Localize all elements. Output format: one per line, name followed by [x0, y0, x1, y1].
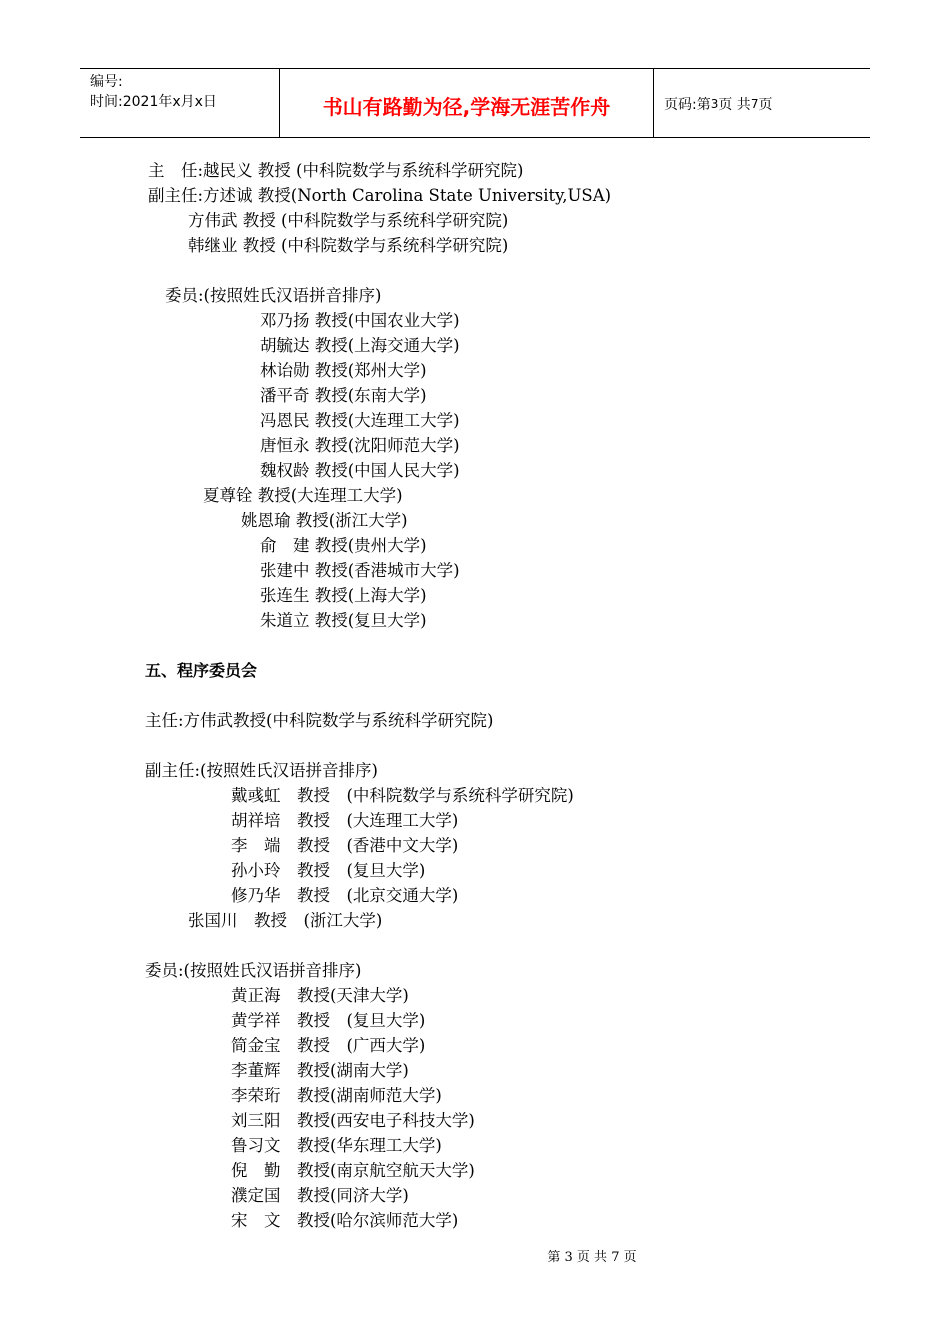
steering-member: 张建中 教授(香港城市大学)	[260, 561, 460, 580]
header-meta	[80, 69, 280, 137]
program-member: 简金宝 教授 (广西大学)	[231, 1036, 426, 1055]
page-suffix: 页	[758, 97, 773, 113]
steering-member: 唐恒永 教授(沈阳师范大学)	[260, 436, 460, 455]
steering-member: 胡毓达 教授(上海交通大学)	[260, 336, 460, 355]
steering-member: 冯恩民 教授(大连理工大学)	[260, 411, 460, 430]
steering-member: 潘平奇 教授(东南大学)	[260, 386, 427, 405]
program-vice-member: 孙小玲 教授 (复旦大学)	[231, 861, 426, 880]
steering-member: 朱道立 教授(复旦大学)	[260, 611, 427, 630]
footer-page-number: 第 3 页 共 7 页	[547, 1250, 637, 1265]
steering-member: 姚恩瑜 教授(浙江大学)	[241, 511, 408, 530]
program-member: 刘三阳 教授(西安电子科技大学)	[231, 1111, 475, 1130]
program-vice-label: 副主任:(按照姓氏汉语拼音排序)	[145, 761, 378, 780]
document-number-label: 编号:	[90, 74, 123, 90]
program-vice-member: 李 端 教授 (香港中文大学)	[231, 836, 459, 855]
page-footer	[0, 1246, 950, 1265]
steering-member: 魏权龄 教授(中国人民大学)	[260, 461, 460, 480]
steering-members-label: 委员:(按照姓氏汉语拼音排序)	[165, 286, 382, 305]
program-vice-member: 胡祥培 教授 (大连理工大学)	[231, 811, 459, 830]
steering-chair: 主 任:越民义 教授 (中科院数学与系统科学研究院)	[148, 161, 524, 180]
steering-vice-chair: 韩继业 教授 (中科院数学与系统科学研究院)	[188, 236, 509, 255]
page-total: 7	[750, 97, 759, 111]
program-members-label: 委员:(按照姓氏汉语拼音排序)	[145, 961, 362, 980]
page-mid: 页 共	[718, 97, 751, 113]
program-member: 倪 勤 教授(南京航空航天大学)	[231, 1161, 475, 1180]
program-chair: 主任:方伟武教授(中科院数学与系统科学研究院)	[145, 711, 494, 730]
program-member: 宋 文 教授(哈尔滨师范大学)	[231, 1211, 459, 1230]
steering-member: 林诒勋 教授(郑州大学)	[260, 361, 427, 380]
section-heading: 五、程序委员会	[145, 661, 258, 680]
document-time-label: 时间:2021年x月x日	[90, 94, 217, 110]
steering-member: 张连生 教授(上海大学)	[260, 586, 427, 605]
program-member: 黄学祥 教授 (复旦大学)	[231, 1011, 426, 1030]
steering-member: 夏尊铨 教授(大连理工大学)	[203, 486, 403, 505]
program-member: 李荣珩 教授(湖南师范大学)	[231, 1086, 442, 1105]
steering-vice-chair: 方伟武 教授 (中科院数学与系统科学研究院)	[188, 211, 509, 230]
steering-member: 邓乃扬 教授(中国农业大学)	[260, 311, 460, 330]
program-vice-member: 张国川 教授 (浙江大学)	[188, 911, 383, 930]
header-motto: 书山有路勤为径,学海无涯苦作舟	[280, 69, 654, 137]
program-member: 李董辉 教授(湖南大学)	[231, 1061, 409, 1080]
header-page-indicator	[654, 69, 870, 137]
page-prefix: 页码:第	[664, 97, 711, 113]
program-member: 黄正海 教授(天津大学)	[231, 986, 409, 1005]
page-header	[80, 68, 870, 138]
steering-vice-chair: 副主任:方述诚 教授(North Carolina State University,USA)	[148, 186, 612, 205]
page-current: 3	[710, 97, 719, 111]
program-member: 濮定国 教授(同济大学)	[231, 1186, 409, 1205]
program-vice-member: 修乃华 教授 (北京交通大学)	[231, 886, 459, 905]
program-member: 鲁习文 教授(华东理工大学)	[231, 1136, 442, 1155]
steering-member: 俞 建 教授(贵州大学)	[260, 536, 427, 555]
program-vice-member: 戴彧虹 教授 (中科院数学与系统科学研究院)	[231, 786, 574, 805]
